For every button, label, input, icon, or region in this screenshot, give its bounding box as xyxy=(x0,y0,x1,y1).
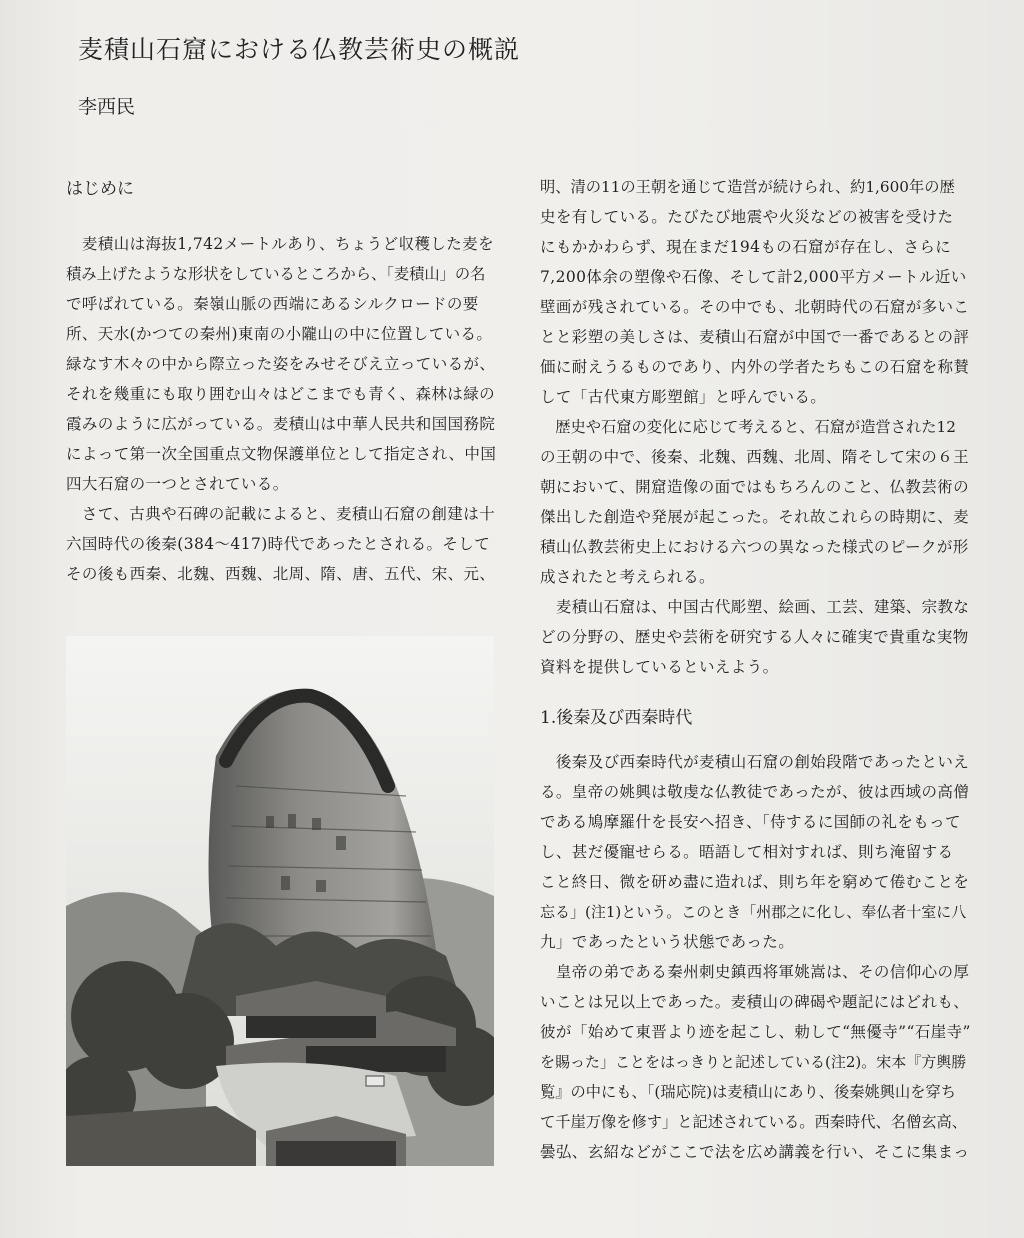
text-line: 四大石窟の一つとされている。 xyxy=(66,475,289,493)
text-line: 後秦及び西秦時代が麦積山石窟の創始段階であったといえ xyxy=(540,753,970,771)
text-line: 成されたと考えられる。 xyxy=(540,568,715,586)
right-column-text-top xyxy=(540,172,972,682)
text-line: して「古代東方彫塑館」と呼んでいる。 xyxy=(540,388,827,406)
text-line: 麦積山石窟は、中国古代彫塑、絵画、工芸、建築、宗教な xyxy=(540,598,970,616)
text-line: 皇帝の弟である秦州刺史鎮西将軍姚嵩は、その信仰心の厚 xyxy=(540,963,970,981)
text-line: る。皇帝の姚興は敬虔な仏教徒であったが、彼は西域の高僧 xyxy=(540,783,970,801)
text-line: 積山仏教芸術史上における六つの異なった様式のピークが形 xyxy=(540,538,969,556)
maijishan-grottoes-photo xyxy=(66,636,494,1166)
text-line: 所、天水(かつての秦州)東南の小隴山の中に位置している。 xyxy=(66,325,493,343)
text-line: 史を有している。たびたび地震や火災などの被害を受けた xyxy=(540,208,954,226)
text-line: 7,200体余の塑像や石像、そして計2,000平方メートル近い xyxy=(540,268,967,286)
text-line: にもかかわらず、現在まだ194もの石窟が存在し、さらに xyxy=(540,238,952,256)
text-line: 緑なす木々の中から際立った姿をみせそびえ立っているが、 xyxy=(66,355,496,373)
text-line: 六国時代の後秦(384～417)時代であったとされる。そして xyxy=(66,535,491,553)
left-column-text xyxy=(66,229,496,589)
section1-heading: 1.後秦及び西秦時代 xyxy=(540,708,693,728)
text-line: それを幾重にも取り囲む山々はどこまでも青く、森林は緑の xyxy=(66,385,495,403)
text-line: し、甚だ優寵せらる。晤語して相対すれば、則ち淹留する xyxy=(540,843,954,861)
cliff-photo-illustration xyxy=(66,636,494,1166)
text-line: 明、清の11の王朝を通じて造営が続けられ、約1,600年の歴 xyxy=(540,178,955,196)
text-line: によって第一次全国重点文物保護単位として指定され、中国 xyxy=(66,445,497,463)
text-line: て千崖万像を修す」と記述されている。西秦時代、名僧玄高、 xyxy=(540,1113,967,1131)
intro-heading: はじめに xyxy=(66,179,134,199)
text-line: 覧』の中にも、「(瑞応院)は麦積山にあり、後秦姚興山を穿ち xyxy=(540,1083,957,1101)
text-line: 積み上げたような形状をしているところから、「麦積山」の名 xyxy=(66,265,486,283)
article-title: 麦積山石窟における仏教芸術史の概説 xyxy=(78,35,521,64)
text-line: 彼が「始めて東晋より迹を起こし、勅して“無優寺”“石崖寺” xyxy=(540,1023,971,1041)
text-line: いことは兄以上であった。麦積山の碑碣や題記にはどれも、 xyxy=(540,993,970,1011)
text-line: その後も西秦、北魏、西魏、北周、隋、唐、五代、宋、元、 xyxy=(66,565,496,583)
text-line: 資料を提供しているといえよう。 xyxy=(540,658,779,676)
text-line: どの分野の、歴史や芸術を研究する人々に確実で貴重な実物 xyxy=(540,628,969,646)
text-line: 曇弘、玄紹などがここで法を広め講義を行い、そこに集まっ xyxy=(540,1143,970,1161)
text-line: の王朝の中で、後秦、北魏、西魏、北周、隋そして宋の６王 xyxy=(540,448,969,466)
text-line: である鳩摩羅什を長安へ招き、「侍するに国師の礼をもって xyxy=(540,813,961,831)
text-line: で呼ばれている。秦嶺山脈の西端にあるシルクロードの要 xyxy=(66,295,479,313)
right-column-text-section1 xyxy=(540,747,972,1167)
text-line: さて、古典や石碑の記載によると、麦積山石窟の創建は十 xyxy=(66,505,495,523)
text-line: 傑出した創造や発展が起こった。それ故これらの時期に、麦 xyxy=(540,508,969,526)
text-line: 麦積山は海抜1,742メートルあり、ちょうど収穫した麦を xyxy=(66,235,494,253)
text-line: 歴史や石窟の変化に応じて考えると、石窟が造営された12 xyxy=(540,418,956,436)
text-line: 忘る」(注1)という。このとき「州郡之に化し、奉仏者十室に八 xyxy=(540,903,967,921)
text-line: 霞みのように広がっている。麦積山は中華人民共和国国務院 xyxy=(66,415,496,433)
text-line: とと彩塑の美しさは、麦積山石窟が中国で一番であるとの評 xyxy=(540,328,970,346)
text-line: を賜った」ことをはっきりと記述している(注2)。宋本『方輿勝 xyxy=(540,1053,967,1071)
text-line: 朝において、開窟造像の面ではもちろんのこと、仏教芸術の xyxy=(540,478,969,496)
text-line: 価に耐えうるものであり、内外の学者たちもこの石窟を称賛 xyxy=(540,358,970,376)
text-line: こと終日、微を研め盡に造れば、則ち年を窮めて倦むことを xyxy=(540,873,970,891)
text-line: 壁画が残されている。その中でも、北朝時代の石窟が多いこ xyxy=(540,298,970,316)
text-line: 九」であったという状態であった。 xyxy=(540,933,795,951)
author-name: 李西民 xyxy=(78,96,136,118)
